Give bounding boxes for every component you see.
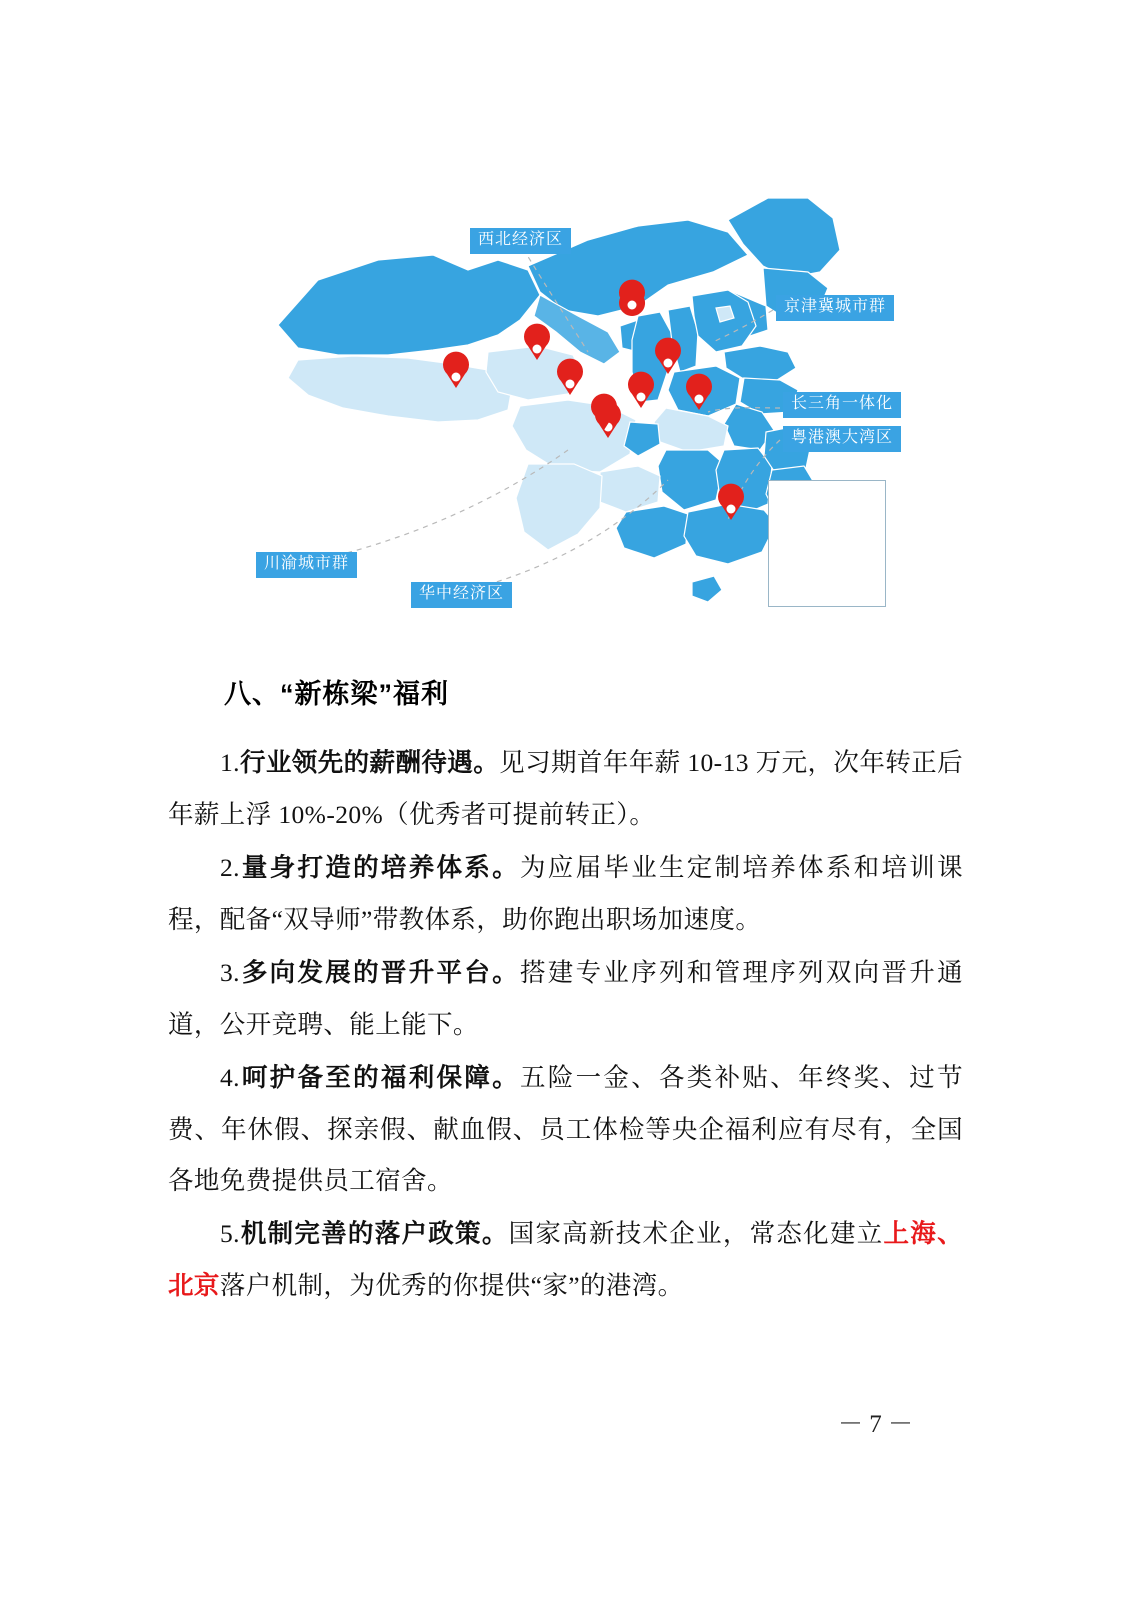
document-body bbox=[168, 672, 963, 1314]
section-title: 八、“新栋梁”福利 bbox=[224, 679, 449, 709]
paragraph-5-number: 5. bbox=[220, 1219, 240, 1248]
map-label-huazhong: 华中经济区 bbox=[411, 582, 512, 608]
paragraph-2-lead: 量身打造的培养体系。 bbox=[239, 854, 520, 882]
map-figure bbox=[168, 120, 963, 640]
map-label-xibei: 西北经济区 bbox=[470, 228, 571, 254]
paragraph-1-body: 见习期首年年薪 10-13 万元，次年转正后年薪上浮 10%-20%（优秀者可提前转正）。 bbox=[168, 748, 963, 829]
paragraph-5-body-before: 国家高新技术企业，常态化建立 bbox=[508, 1219, 884, 1248]
paragraph-1-lead: 行业领先的薪酬待遇。 bbox=[239, 749, 500, 777]
south-china-sea-inset bbox=[768, 480, 886, 607]
map-label-yuegangao: 粤港澳大湾区 bbox=[783, 426, 901, 452]
paragraph-3-number: 3. bbox=[220, 958, 240, 987]
paragraph-4-lead: 呵护备至的福利保障。 bbox=[239, 1064, 520, 1092]
paragraph-5-highlight: 上海、北京 bbox=[168, 1220, 963, 1300]
paragraph-2-number: 2. bbox=[220, 853, 240, 882]
paragraph-3-lead: 多向发展的晋升平台。 bbox=[239, 959, 520, 987]
paragraph-2 bbox=[168, 842, 963, 945]
paragraph-1-number: 1. bbox=[220, 748, 240, 777]
map-label-changsanjiao: 长三角一体化 bbox=[783, 392, 901, 418]
map-label-jingjinji: 京津冀城市群 bbox=[776, 295, 894, 321]
paragraph-3 bbox=[168, 947, 963, 1050]
paragraph-2-body: 为应届毕业生定制培养体系和培训课程，配备“双导师”带教体系，助你跑出职场加速度。 bbox=[168, 853, 963, 934]
paragraph-5-body-after: 落户机制，为优秀的你提供“家”的港湾。 bbox=[219, 1271, 684, 1300]
paragraph-5 bbox=[168, 1208, 963, 1312]
paragraph-1 bbox=[168, 737, 963, 840]
paragraph-4-number: 4. bbox=[220, 1063, 240, 1092]
paragraph-4-body: 五险一金、各类补贴、年终奖、过节费、年休假、探亲假、献血假、员工体检等央企福利应有尽有，全国各地免费提供员工宿舍。 bbox=[168, 1063, 963, 1195]
paragraph-4 bbox=[168, 1052, 963, 1206]
page-number: － 7 － bbox=[837, 1411, 913, 1438]
map-label-chuanyu: 川渝城市群 bbox=[256, 552, 357, 578]
paragraph-3-body: 搭建专业序列和管理序列双向晋升通道，公开竞聘、能上能下。 bbox=[168, 958, 963, 1039]
paragraph-5-lead: 机制完善的落户政策。 bbox=[239, 1220, 509, 1248]
